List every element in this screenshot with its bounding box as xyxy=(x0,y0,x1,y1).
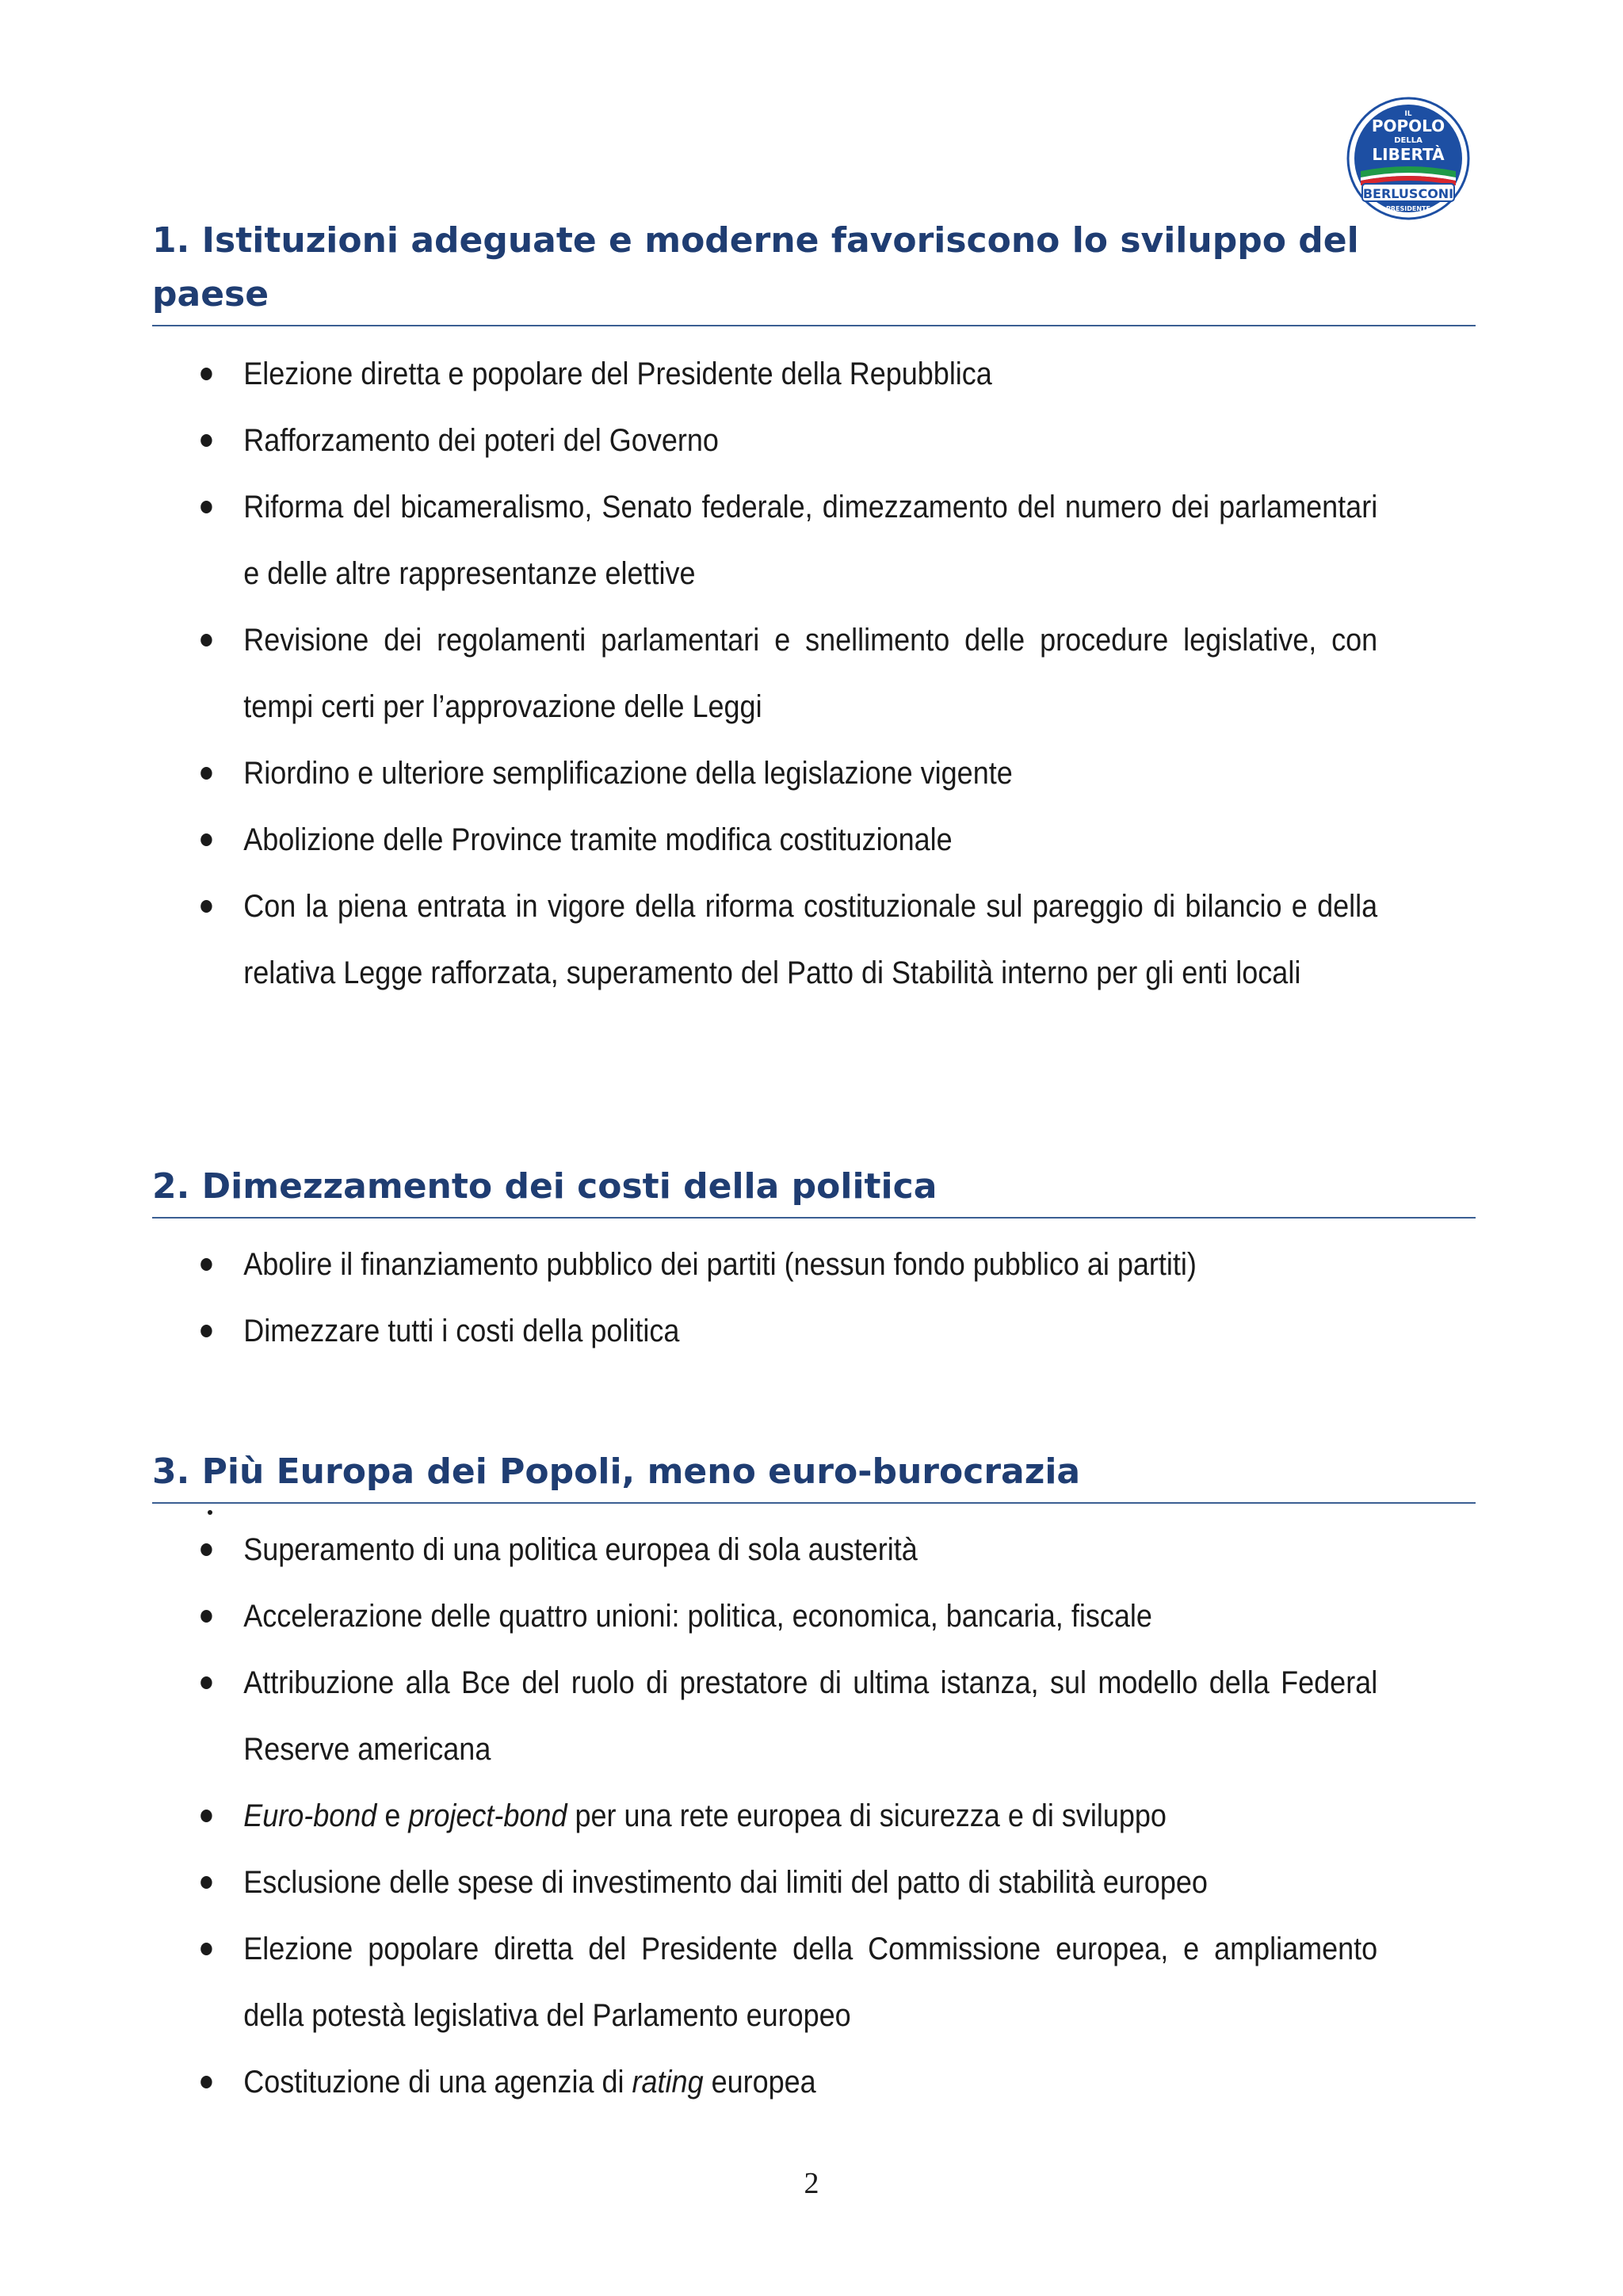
party-logo xyxy=(1345,95,1472,222)
bullet-icon xyxy=(200,1943,212,1955)
bullet-icon xyxy=(200,1676,212,1689)
list-item xyxy=(152,1298,1379,1364)
list-item-text: Abolizione delle Province tramite modifica costituzionale xyxy=(243,822,953,857)
section-title: 1. Istituzioni adeguate e moderne favoriscono lo sviluppo del paese xyxy=(152,214,1476,326)
list-item-text: Abolire il finanziamento pubblico dei partiti (nessun fondo pubblico ai partiti) xyxy=(243,1247,1197,1282)
bullet-icon xyxy=(200,833,212,846)
bullet-icon xyxy=(200,1876,212,1889)
list-item xyxy=(152,607,1379,740)
list-item xyxy=(152,1231,1379,1298)
list-item xyxy=(152,807,1379,873)
section-title: 2. Dimezzamento dei costi della politica xyxy=(152,1160,1476,1219)
list-item-italic-text: rating xyxy=(632,2065,704,2100)
list-item xyxy=(152,474,1379,607)
list-item-text: Riforma del bicameralismo, Senato federale, dimezzamento del numero dei parlamentari e delle altre rappresentanze elettive xyxy=(243,490,1378,591)
list-item xyxy=(152,1583,1379,1650)
list-item-italic-text: project-bond xyxy=(408,1798,567,1833)
bullet-list xyxy=(152,1231,1476,1364)
list-item xyxy=(152,740,1379,807)
list-item-text: Costituzione di una agenzia di xyxy=(243,2065,632,2100)
list-item-text: Con la piena entrata in vigore della riforma costituzionale sul pareggio di bilancio e della relativa Legge rafforzata, superamento del Patto di Stabilità interno per gli enti locali xyxy=(243,889,1378,990)
bullet-icon xyxy=(200,1543,212,1556)
list-item xyxy=(152,407,1379,474)
bullet-list xyxy=(152,1516,1476,2115)
list-item xyxy=(152,1916,1379,2049)
stray-mark xyxy=(208,1510,212,1515)
list-item-italic-text: Euro-bond xyxy=(243,1798,377,1833)
list-item-text: Riordino e ulteriore semplificazione della legislazione vigente xyxy=(243,756,1013,791)
list-item-text: Superamento di una politica europea di sola austerità xyxy=(243,1532,918,1567)
section-istituzioni xyxy=(152,214,1476,1006)
list-item xyxy=(152,1650,1379,1783)
section-title: 3. Più Europa dei Popoli, meno euro-burocrazia xyxy=(152,1445,1476,1504)
logo-text-5: BERLUSCONI xyxy=(1362,186,1454,201)
list-item xyxy=(152,1516,1379,1583)
bullet-icon xyxy=(200,1258,212,1271)
logo-text-3: DELLA xyxy=(1394,136,1423,145)
section-europa xyxy=(152,1445,1476,2115)
bullet-icon xyxy=(200,900,212,913)
list-item-text: Dimezzare tutti i costi della politica xyxy=(243,1314,680,1348)
list-item-text: Elezione diretta e popolare del Presidente della Repubblica xyxy=(243,357,992,391)
bullet-icon xyxy=(200,368,212,380)
bullet-icon xyxy=(200,434,212,447)
list-item xyxy=(152,1783,1379,1849)
list-item-text: Elezione popolare diretta del Presidente della Commissione europea, e ampliamento della potestà legislativa del Parlamento europeo xyxy=(243,1932,1378,2033)
bullet-icon xyxy=(200,767,212,780)
bullet-icon xyxy=(200,501,212,513)
list-item-text: e xyxy=(376,1798,409,1833)
list-item-text: Attribuzione alla Bce del ruolo di prestatore di ultima istanza, sul modello della Federal Reserve americana xyxy=(243,1665,1378,1767)
bullet-list xyxy=(152,341,1476,1006)
bullet-icon xyxy=(200,634,212,646)
list-item xyxy=(152,1849,1379,1916)
page-number: 2 xyxy=(804,2167,819,2200)
logo-text-1: IL xyxy=(1404,110,1412,118)
list-item xyxy=(152,873,1379,1006)
bullet-icon xyxy=(200,1325,212,1337)
list-item-text: Esclusione delle spese di investimento dai limiti del patto di stabilità europeo xyxy=(243,1865,1208,1900)
bullet-icon xyxy=(200,1610,212,1623)
list-item-text: europea xyxy=(703,2065,816,2100)
list-item-text: Rafforzamento dei poteri del Governo xyxy=(243,423,719,458)
list-item-text: Revisione dei regolamenti parlamentari e snellimento delle procedure legislative, con tempi certi per l’approvazione delle Leggi xyxy=(243,623,1378,724)
list-item xyxy=(152,2049,1379,2115)
section-costi-politica xyxy=(152,1160,1476,1364)
list-item-text: per una rete europea di sicurezza e di sviluppo xyxy=(567,1798,1167,1833)
logo-text-4: LIBERTÀ xyxy=(1372,145,1445,164)
bullet-icon xyxy=(200,2076,212,2088)
list-item xyxy=(152,341,1379,407)
logo-text-6: PRESIDENTE xyxy=(1386,205,1430,212)
list-item-text: Accelerazione delle quattro unioni: politica, economica, bancaria, fiscale xyxy=(243,1599,1152,1634)
bullet-icon xyxy=(200,1810,212,1822)
logo-text-2: POPOLO xyxy=(1371,116,1445,135)
